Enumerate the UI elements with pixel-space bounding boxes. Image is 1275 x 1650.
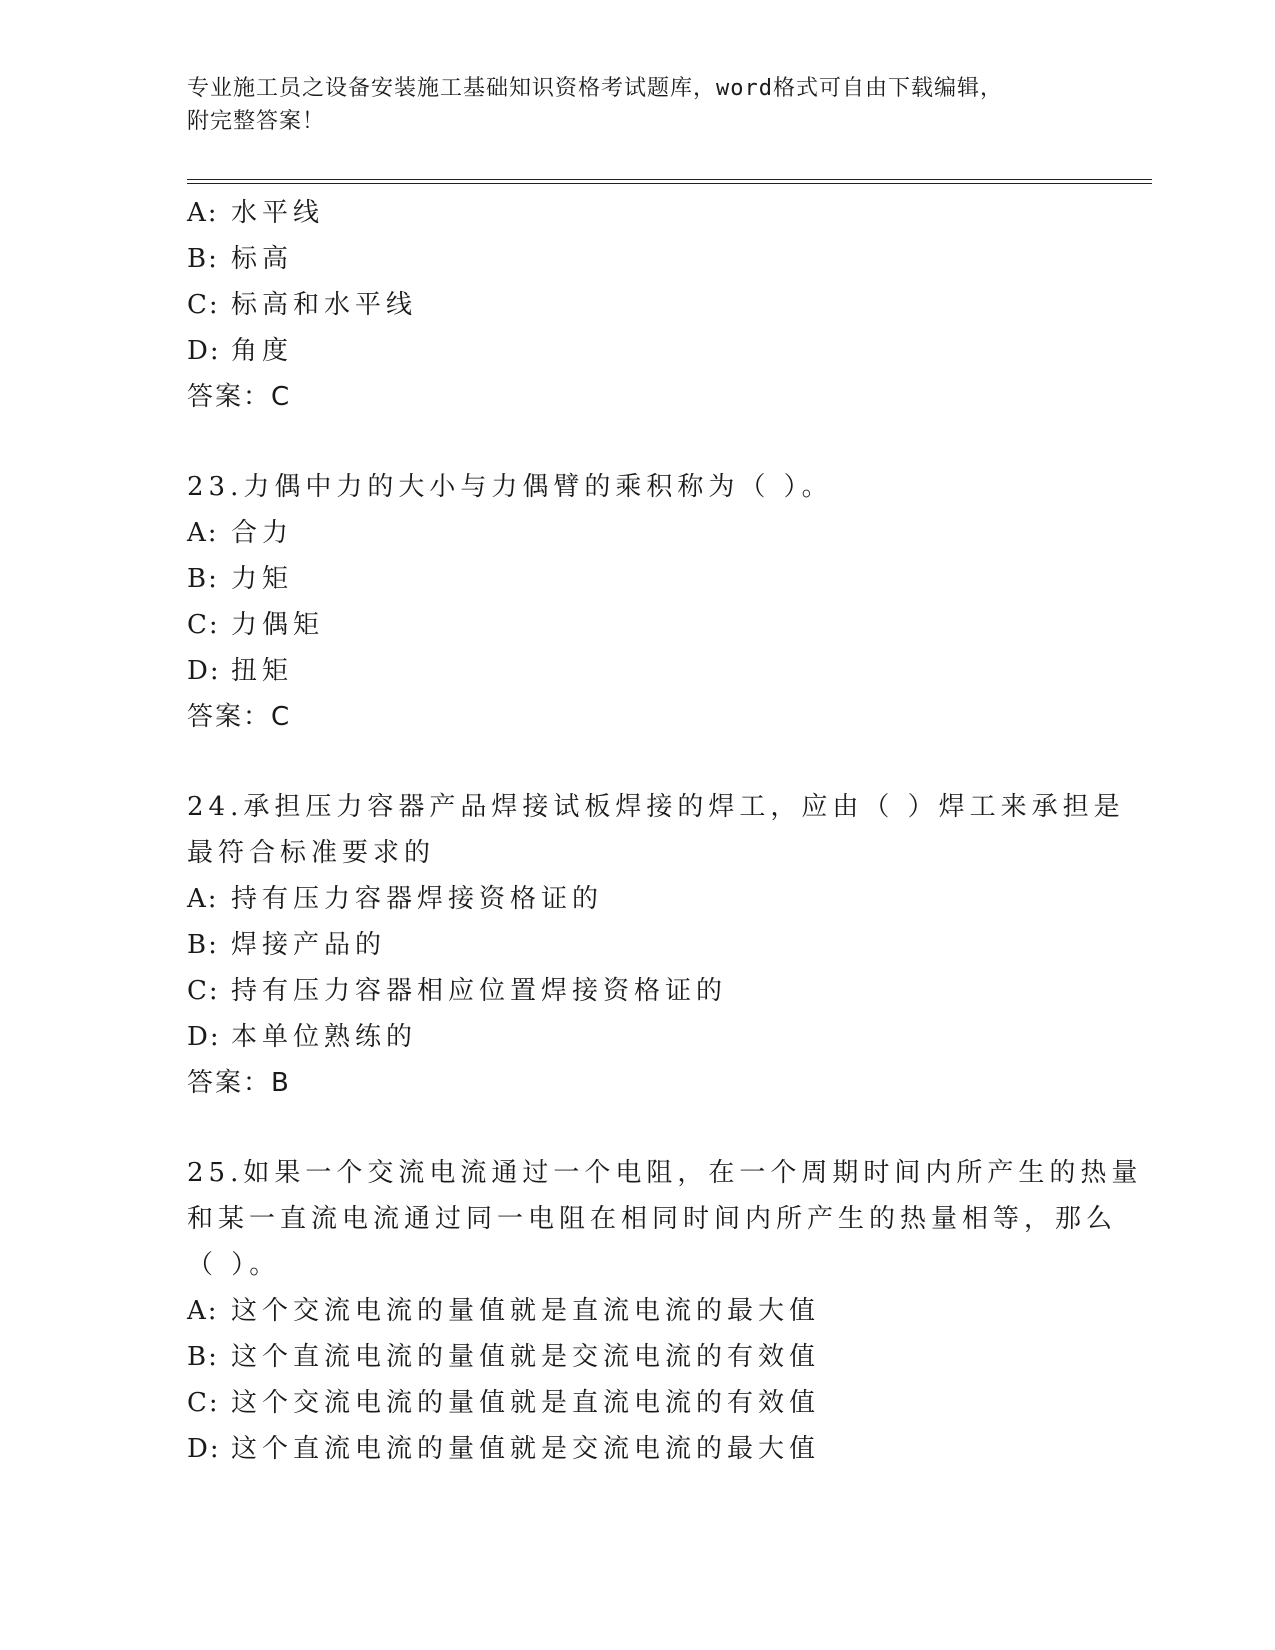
header-title-line-2: 附完整答案！	[187, 109, 326, 134]
header-title-line-1: 专业施工员之设备安装施工基础知识资格考试题库，word格式可自由下载编辑，	[187, 76, 1003, 101]
option-d: D: 扭矩	[187, 656, 294, 686]
option-c: C: 力偶矩	[187, 610, 325, 640]
document-header	[187, 72, 1087, 138]
question-25	[187, 1150, 1143, 1472]
question-22	[187, 190, 1087, 420]
option-c: C: 这个交流电流的量值就是直流电流的有效值	[187, 1388, 821, 1418]
spacer	[187, 740, 1087, 784]
spacer	[187, 420, 1087, 464]
header-divider-bottom	[187, 183, 1152, 184]
option-a: A: 水平线	[187, 198, 325, 228]
question-stem-line-1: 25.如果一个交流电流通过一个电阻，在一个周期时间内所产生的热量	[187, 1158, 1143, 1188]
spacer	[187, 1106, 1087, 1150]
question-stem-line-2: 和某一直流电流通过同一电阻在相同时间内所产生的热量相等，那么	[187, 1204, 1118, 1234]
option-b: B: 标高	[187, 244, 294, 274]
option-d: D: 这个直流电流的量值就是交流电流的最大值	[187, 1434, 821, 1464]
option-a: A: 合力	[187, 518, 294, 548]
answer: 答案：C	[187, 382, 292, 412]
question-list	[187, 190, 1143, 1472]
answer: 答案：B	[187, 1068, 291, 1098]
option-c: C: 持有压力容器相应位置焊接资格证的	[187, 976, 728, 1006]
option-b: B: 力矩	[187, 564, 294, 594]
option-d: D: 本单位熟练的	[187, 1022, 418, 1052]
question-stem-line-3: （ ）。	[187, 1250, 281, 1280]
option-b: B: 这个直流电流的量值就是交流电流的有效值	[187, 1342, 821, 1372]
header-divider-top	[187, 179, 1152, 180]
answer: 答案：C	[187, 702, 292, 732]
question-23	[187, 464, 1087, 740]
question-stem-line-2: 最符合标准要求的	[187, 838, 436, 868]
option-b: B: 焊接产品的	[187, 930, 387, 960]
question-stem-line-1: 24.承担压力容器产品焊接试板焊接的焊工，应由（ ）焊工来承担是	[187, 792, 1125, 822]
option-d: D: 角度	[187, 336, 294, 366]
option-c: C: 标高和水平线	[187, 290, 418, 320]
option-a: A: 这个交流电流的量值就是直流电流的最大值	[187, 1296, 821, 1326]
question-24	[187, 784, 1125, 1106]
option-a: A: 持有压力容器焊接资格证的	[187, 884, 604, 914]
question-stem: 23.力偶中力的大小与力偶臂的乘积称为（ ）。	[187, 472, 833, 502]
